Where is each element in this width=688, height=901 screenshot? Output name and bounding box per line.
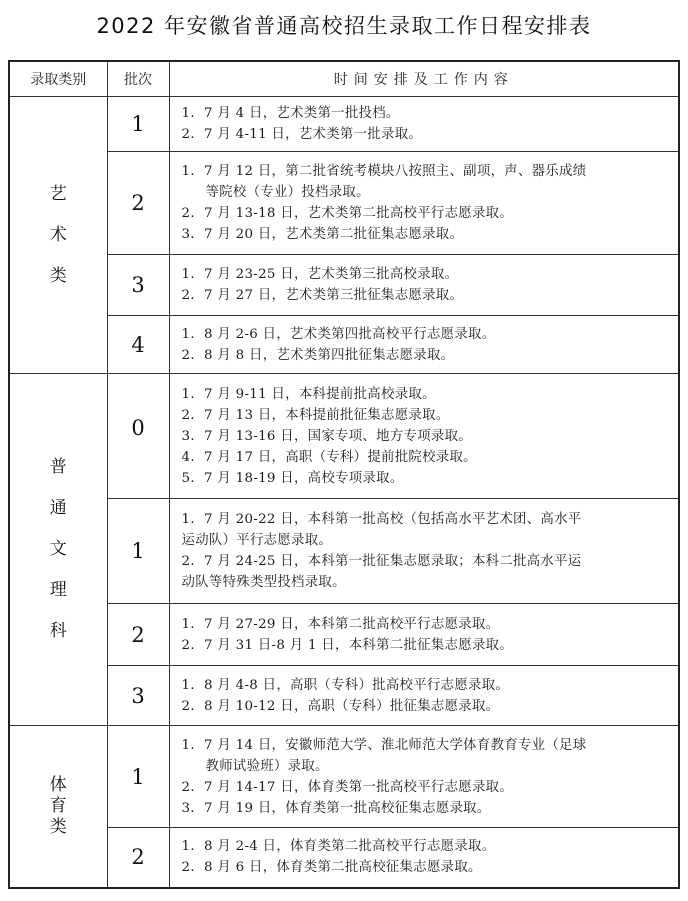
- schedule-line: 等院校（专业）投档录取。: [205, 185, 370, 200]
- table-row: [9, 316, 679, 374]
- category-char: 体: [49, 774, 67, 795]
- batch-number: 2: [107, 152, 169, 255]
- category-char: 艺: [49, 183, 67, 204]
- category-char: 通: [49, 498, 67, 518]
- batch-number: 2: [107, 828, 169, 888]
- schedule-line: 2．7 月 31 日-8 月 1 日，本科第二批征集志愿录取。: [181, 637, 514, 653]
- table-row: [9, 97, 679, 152]
- schedule-table: [8, 60, 680, 889]
- batch-number: 1: [107, 499, 169, 604]
- schedule-cell: [169, 152, 679, 255]
- batch-number: 3: [107, 666, 169, 726]
- schedule-line: 2．7 月 4-11 日，艺术类第一批录取。: [181, 127, 423, 142]
- batch-number: 0: [107, 374, 169, 499]
- category-char: 理: [49, 580, 67, 600]
- schedule-line: 2．8 月 6 日，体育类第二批高校征集志愿录取。: [181, 860, 482, 876]
- schedule-line: 1．7 月 14 日，安徽师范大学、淮北师范大学体育教育专业（足球: [181, 737, 587, 753]
- schedule-cell: [169, 726, 679, 828]
- schedule-line: 2．8 月 10-12 日，高职（专科）批征集志愿录取。: [181, 698, 500, 714]
- category-char: 普: [49, 457, 67, 477]
- schedule-cell: [169, 374, 679, 499]
- schedule-line: 运动队）平行志愿录取。: [181, 533, 333, 548]
- schedule-line: 教师试验班）录取。: [205, 758, 329, 774]
- schedule-line: 2．7 月 14-17 日，体育类第一批高校平行志愿录取。: [181, 779, 514, 795]
- table-row: [9, 666, 679, 726]
- schedule-line: 1．7 月 20-22 日，本科第一批高校（包括高水平艺术团、高水平: [181, 512, 582, 527]
- batch-number: 4: [107, 316, 169, 374]
- page-title: 2022 年安徽省普通高校招生录取工作日程安排表: [96, 14, 592, 38]
- schedule-line: 2．7 月 13 日，本科提前批征集志愿录取。: [181, 407, 450, 423]
- table-header-row: [9, 61, 679, 97]
- category-char: 科: [49, 621, 67, 641]
- schedule-line: 1．7 月 27-29 日，本科第二批高校平行志愿录取。: [181, 616, 500, 632]
- schedule-line: 3．7 月 13-16 日，国家专项、地方专项录取。: [181, 428, 472, 444]
- category-char: 育: [49, 795, 67, 816]
- schedule-line: 3．7 月 20 日，艺术类第二批征集志愿录取。: [181, 227, 464, 242]
- batch-number: 3: [107, 255, 169, 316]
- batch-number: 1: [107, 726, 169, 828]
- category-char: 文: [49, 539, 67, 559]
- schedule-cell: [169, 666, 679, 726]
- schedule-line: 3．7 月 19 日，体育类第一批高校征集志愿录取。: [181, 800, 491, 816]
- schedule-cell: [169, 604, 679, 666]
- schedule-line: 4．7 月 17 日，高职（专科）提前批院校录取。: [181, 449, 477, 465]
- header-content: 时间安排及工作内容: [169, 61, 679, 97]
- schedule-line: 动队等特殊类型投档录取。: [181, 575, 346, 590]
- schedule-line: 1．7 月 4 日，艺术类第一批投档。: [181, 106, 400, 121]
- category-art: [9, 97, 107, 374]
- schedule-line: 1．7 月 9-11 日，本科提前批高校录取。: [181, 386, 436, 402]
- table-row: [9, 374, 679, 499]
- schedule-line: 1．8 月 4-8 日，高职（专科）批高校平行志愿录取。: [181, 677, 510, 693]
- schedule-line: 1．8 月 2-6 日，艺术类第四批高校平行志愿录取。: [181, 326, 496, 342]
- table-row: [9, 152, 679, 255]
- category-sports: [9, 726, 107, 888]
- header-category: 录取类别: [9, 61, 107, 97]
- header-batch: 批次: [107, 61, 169, 97]
- schedule-line: 1．7 月 23-25 日，艺术类第三批高校录取。: [181, 267, 459, 282]
- schedule-cell: [169, 316, 679, 374]
- schedule-cell: [169, 828, 679, 888]
- schedule-line: 2．7 月 27 日，艺术类第三批征集志愿录取。: [181, 288, 464, 303]
- schedule-line: 1．7 月 12 日，第二批省统考模块八按照主、副项，声、器乐成绩: [181, 164, 587, 179]
- schedule-line: 2．8 月 8 日，艺术类第四批征集志愿录取。: [181, 347, 455, 363]
- schedule-line: 5．7 月 18-19 日，高校专项录取。: [181, 470, 404, 486]
- table-row: [9, 604, 679, 666]
- table-row: [9, 499, 679, 604]
- schedule-line: 1．8 月 2-4 日，体育类第二批高校平行志愿录取。: [181, 839, 496, 855]
- category-general: [9, 374, 107, 726]
- category-char: 术: [49, 224, 67, 245]
- schedule-line: 2．7 月 24-25 日，本科第一批征集志愿录取；本科二批高水平运: [181, 554, 582, 569]
- table-row: [9, 726, 679, 828]
- schedule-line: 2．7 月 13-18 日，艺术类第二批高校平行志愿录取。: [181, 206, 514, 221]
- category-char: 类: [49, 816, 67, 837]
- table-row: [9, 828, 679, 888]
- table-row: [9, 255, 679, 316]
- batch-number: 2: [107, 604, 169, 666]
- schedule-cell: [169, 255, 679, 316]
- batch-number: 1: [107, 97, 169, 152]
- schedule-cell: [169, 97, 679, 152]
- schedule-cell: [169, 499, 679, 604]
- category-char: 类: [49, 265, 67, 286]
